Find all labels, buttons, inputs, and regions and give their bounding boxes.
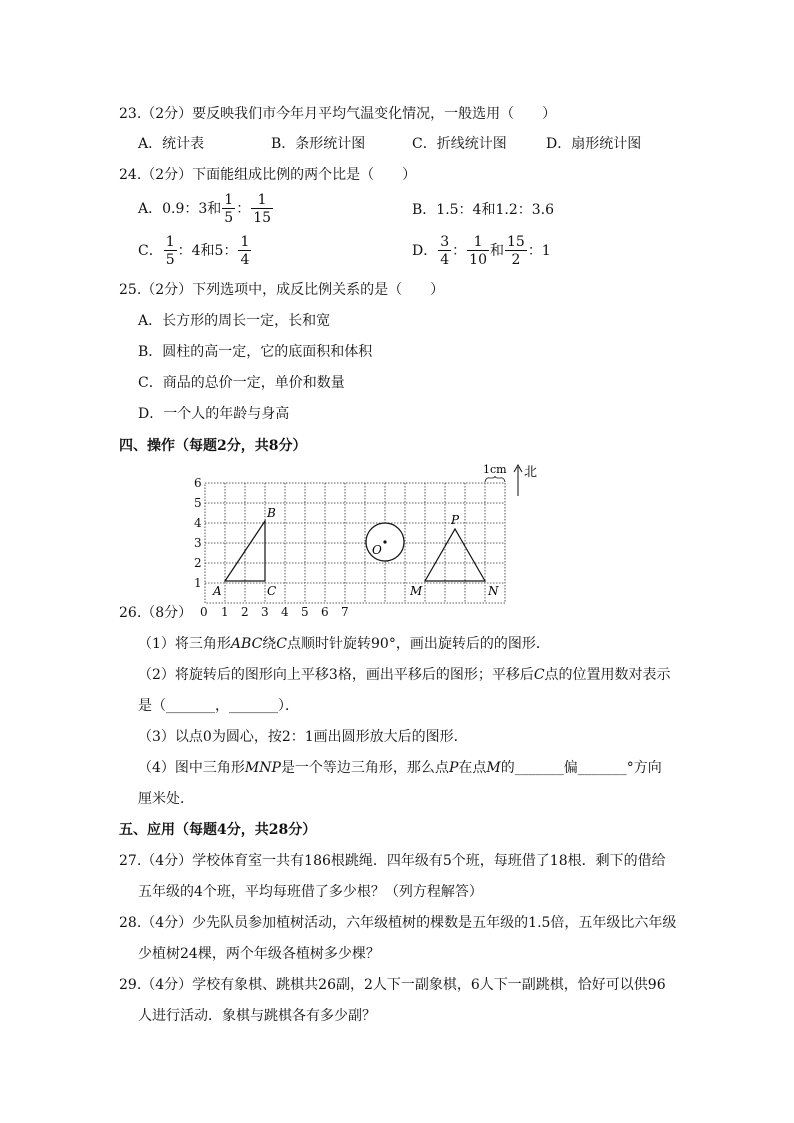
text: （1）将三角形 xyxy=(138,636,231,652)
q23-option-a: A．统计表 xyxy=(138,136,205,152)
label-c: C xyxy=(267,584,277,598)
north-arrow-icon xyxy=(514,465,522,496)
denominator: 4 xyxy=(240,252,250,268)
y-tick-5: 5 xyxy=(194,496,202,510)
y-tick-1: 1 xyxy=(194,576,202,590)
q24-a-prefix: A．0.9：3和 xyxy=(138,201,222,217)
denominator: 5 xyxy=(165,252,175,268)
y-axis-labels xyxy=(194,476,202,590)
label-o: O xyxy=(372,543,382,557)
text: （2）将旋转后的图形向上平移3格，画出平移后的图形；平移后 xyxy=(138,667,534,683)
q27-line2: 五年级的4个班，平均每班借了多少根？（列方程解答） xyxy=(138,884,483,900)
section-4-heading: 四、操作（每题2分，共8分） xyxy=(119,438,307,454)
numerator: 1 xyxy=(165,234,175,250)
q25-option-c: C．商品的总价一定，单价和数量 xyxy=(138,375,345,391)
denominator: 10 xyxy=(469,252,487,268)
scale-brace-icon xyxy=(485,476,505,482)
d-tail: ：1 xyxy=(527,243,551,259)
numerator: 1 xyxy=(240,234,250,250)
y-tick-3: 3 xyxy=(194,536,202,550)
q25-option-a: A．长方形的周长一定，长和宽 xyxy=(138,313,331,329)
math-var: C xyxy=(276,636,288,652)
text: 在点 xyxy=(458,760,487,776)
fraction xyxy=(251,193,273,225)
denominator: 5 xyxy=(224,210,234,226)
x-tick-7: 7 xyxy=(341,605,349,618)
q24-option-d xyxy=(412,235,551,267)
numerator: 1 xyxy=(467,235,489,251)
q25-option-b: B．圆柱的高一定，它的底面积和体积 xyxy=(138,344,373,360)
text: 点的位置用数对表示 xyxy=(544,667,671,683)
q27-line1: 27.（4分）学校体育室一共有186根跳绳．四年级有5个班，每班借了18根．剩下的借给 xyxy=(119,853,666,869)
text: 的_______偏_______°方向 xyxy=(500,760,662,776)
q23-option-c: C．折线统计图 xyxy=(412,136,507,152)
q29-line2: 人进行活动．象棋与跳棋各有多少副？ xyxy=(138,1008,376,1024)
math-var: C xyxy=(533,667,545,683)
denominator: 4 xyxy=(440,252,450,268)
triangle-abc xyxy=(225,521,265,581)
text: （4）图中三角形 xyxy=(138,760,245,776)
label-a: A xyxy=(213,584,222,598)
q28-line2: 少植树24棵，两个年级各植树多少棵？ xyxy=(138,946,380,962)
q25-option-d: D．一个人的年龄与身高 xyxy=(138,406,290,422)
text: 绕 xyxy=(262,636,277,652)
q24-option-b: B．1.5：4和1.2：3.6 xyxy=(412,202,554,218)
and-text: 和 xyxy=(489,243,504,259)
q23-option-d: D．扇形统计图 xyxy=(546,136,642,152)
north-label: 北 xyxy=(524,465,538,480)
q26-step-1 xyxy=(138,634,550,654)
x-tick-3: 3 xyxy=(261,605,269,618)
x-tick-6: 6 xyxy=(321,605,329,618)
fraction xyxy=(164,235,177,267)
math-var: ABC xyxy=(230,636,263,652)
numerator: 3 xyxy=(440,234,450,250)
section-5-heading: 五、应用（每题4分，共28分） xyxy=(119,822,317,838)
fraction xyxy=(505,235,527,267)
label-b: B xyxy=(267,506,276,520)
text: 是一个等边三角形，那么点 xyxy=(280,760,449,776)
denominator: 2 xyxy=(511,252,521,268)
numerator: 1 xyxy=(224,192,234,208)
q24-d-prefix: D． xyxy=(412,243,438,259)
q26-head: 26.（8分） xyxy=(119,605,193,621)
center-point-o xyxy=(383,540,386,543)
y-tick-2: 2 xyxy=(194,556,202,570)
q23-stem: 23.（2分）要反映我们市今年月平均气温变化情况，一般选用（ ） xyxy=(119,106,557,122)
grid-figure xyxy=(185,458,555,618)
c-mid-text: ：4和5： xyxy=(177,243,238,259)
label-m: M xyxy=(410,584,423,598)
scale-label: 1cm xyxy=(483,463,507,476)
q26-step-3: （3）以点0为圆心，按2：1画出圆形放大后的图形． xyxy=(138,729,468,745)
fraction xyxy=(222,193,235,225)
x-tick-2: 2 xyxy=(241,605,249,618)
q23-option-b: B．条形统计图 xyxy=(271,136,366,152)
y-tick-4: 4 xyxy=(194,516,202,530)
y-tick-6: 6 xyxy=(194,476,202,490)
fraction xyxy=(238,235,251,267)
x-tick-5: 5 xyxy=(301,605,309,618)
colon: ： xyxy=(236,201,251,217)
q26-step-4 xyxy=(138,758,662,778)
q25-stem: 25.（2分）下列选项中，成反比例关系的是（ ） xyxy=(119,282,445,298)
q24-c-prefix: C． xyxy=(138,243,163,259)
q26-step-4-line2: 厘米处． xyxy=(138,791,194,807)
numerator: 15 xyxy=(506,234,525,250)
x-tick-0: 0 xyxy=(200,605,208,618)
math-var: MNP xyxy=(244,760,281,776)
q29-line1: 29.（4分）学校有象棋、跳棋共26副，2人下一副象棋，6人下一副跳棋，恰好可以供96 xyxy=(119,977,666,993)
q28-line1: 28.（4分）少先队员参加植树活动，六年级植树的棵数是五年级的1.5倍，五年级比六年级 xyxy=(119,915,677,931)
q24-option-a xyxy=(138,193,274,225)
numerator: 1 xyxy=(251,193,273,209)
math-var: P xyxy=(448,760,459,776)
label-p: P xyxy=(451,513,460,527)
q26-step-2-line2: 是（_______，_______）． xyxy=(138,698,299,714)
triangle-mnp xyxy=(425,529,485,581)
x-tick-4: 4 xyxy=(281,605,289,618)
math-var: M xyxy=(486,760,501,776)
q24-stem: 24.（2分）下面能组成比例的两个比是（ ） xyxy=(119,167,417,183)
denominator: 15 xyxy=(253,210,272,226)
q26-step-2 xyxy=(138,665,671,685)
fraction xyxy=(467,235,489,267)
fraction xyxy=(438,235,451,267)
text: 点顺时针旋转90°，画出旋转后的的图形． xyxy=(287,636,550,652)
q24-option-c xyxy=(138,235,252,267)
colon: ： xyxy=(452,243,467,259)
label-n: N xyxy=(488,584,499,598)
x-axis-labels xyxy=(200,605,349,618)
x-tick-1: 1 xyxy=(221,605,229,618)
